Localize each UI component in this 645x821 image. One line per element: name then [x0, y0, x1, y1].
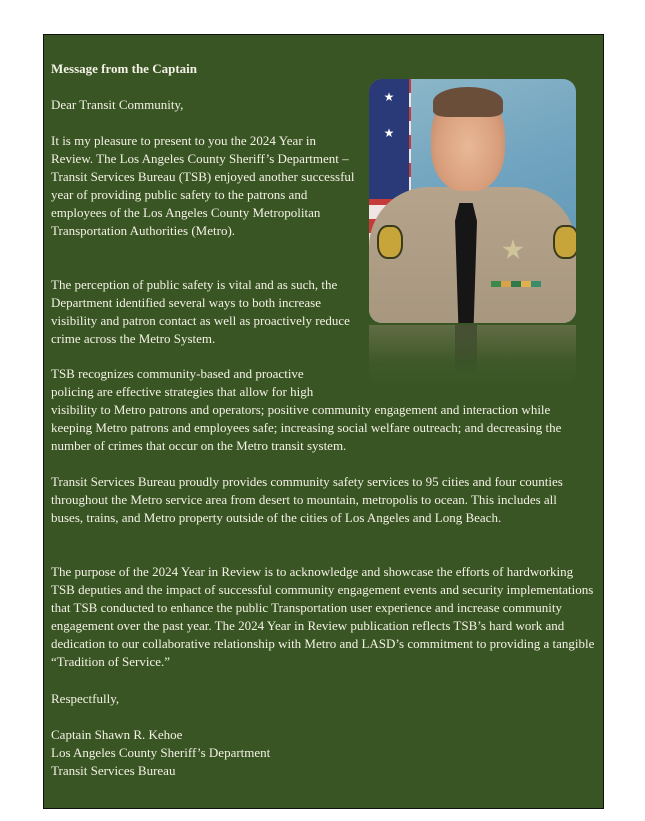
paragraph-purpose: The purpose of the 2024 Year in Review is to acknowledge and showcase the efforts of hardworking TSB deputies and the impact of successful community engagement events and security implementations that TSB conducted to enhance the public Transportation user experience and increase community engagement over the past year. The 2024 Year in Review publication reflects TSB’s hard work and dedication to our collaborative relationship with Metro and LASD’s commitment to providing a tangible “Tradition of Service.” [51, 564, 595, 669]
service-ribbons [491, 281, 541, 287]
paragraph-line: visibility to Metro patrons and operators; positive community engagement and interaction while keeping Metro patrons and employees safe; increasing social welfare outreach; and decreasing the number of crimes that occur on the Metro transit system. [51, 402, 562, 453]
necktie [455, 203, 477, 323]
paragraph-line: TSB recognizes community-based and proactive [51, 366, 304, 381]
paragraph-intro: It is my pleasure to present to you the 2024 Year in Review. The Los Angeles County Sheriff’s Department – Transit Services Bureau (TSB) enjoyed another successful year of providing public safety to the patrons and employees of the Los Angeles County Metropolitan Transportation Authorities (Metro). [51, 133, 355, 238]
signature-bureau: Transit Services Bureau [51, 763, 176, 778]
portrait-hair [433, 87, 503, 117]
flag-stars-icon: ★ ★ [369, 79, 409, 199]
shoulder-patch-icon [377, 225, 403, 259]
captain-photo [369, 79, 576, 323]
shoulder-patch-icon [553, 225, 576, 259]
photo-reflection [369, 325, 576, 387]
closing: Respectfully, [51, 691, 120, 706]
paragraph-public-safety: The perception of public safety is vital and as such, the Department identified several ways to both increase visibility and patron contact as well as proactively reduce crime across the Metro System. [51, 277, 350, 346]
paragraph-service-area: Transit Services Bureau proudly provides community safety services to 95 cities and four counties throughout the Metro service area from desert to mountain, metropolis to ocean. This includes all buses, trains, and Metro property outside of the cities of Los Angeles and Long Beach. [51, 474, 563, 525]
salutation: Dear Transit Community, [51, 97, 184, 112]
paragraph-line: policing are effective strategies that allow for high [51, 384, 314, 399]
portrait-image [369, 79, 576, 323]
letter-page [43, 34, 604, 809]
signature-name: Captain Shawn R. Kehoe [51, 727, 183, 742]
signature-department: Los Angeles County Sheriff’s Department [51, 745, 271, 760]
letter-heading: Message from the Captain [51, 61, 197, 76]
signature-block [51, 726, 270, 780]
